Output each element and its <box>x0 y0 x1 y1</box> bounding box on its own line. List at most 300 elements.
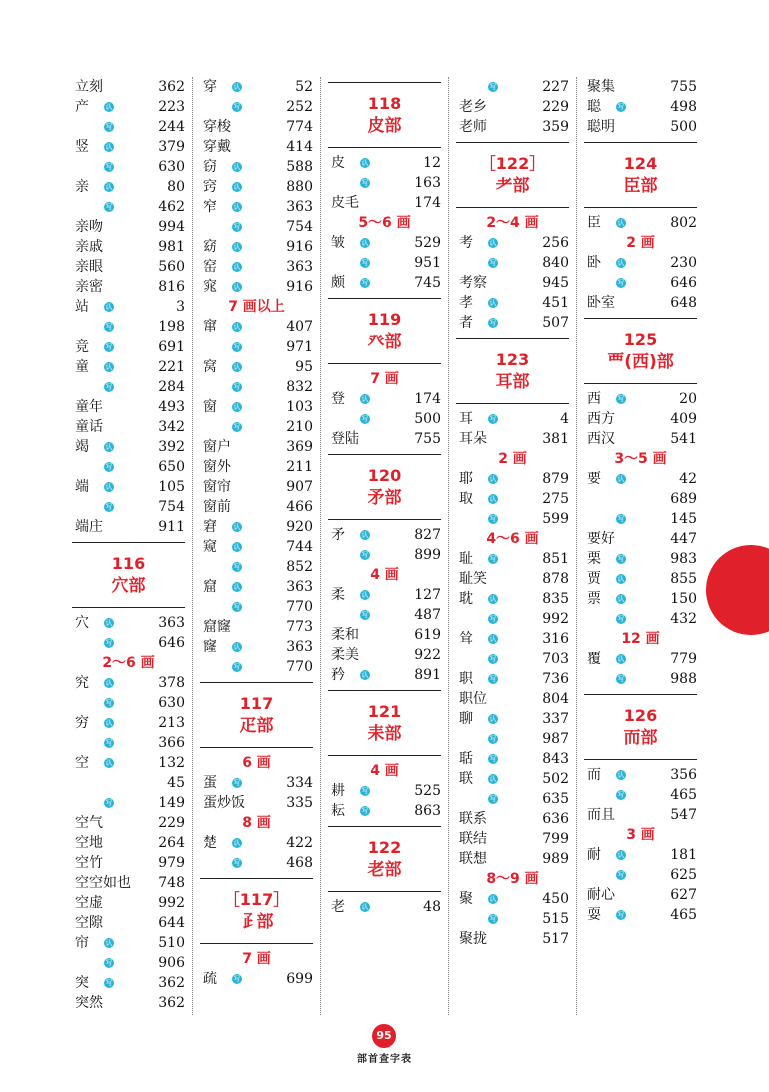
index-entry <box>200 637 313 657</box>
stroke-count-heading: 2 画 <box>498 451 527 467</box>
entry-page-number: 916 <box>286 239 313 255</box>
write-badge-icon: 写 <box>233 563 241 571</box>
recognize-badge-icon: 认 <box>233 163 241 171</box>
entry-page-number: 835 <box>542 591 569 607</box>
entry-word: 站 <box>75 299 89 315</box>
radical-header <box>328 82 441 148</box>
index-entry <box>200 197 313 217</box>
entry-word: 老师 <box>459 119 487 135</box>
entry-page-number: 105 <box>158 479 185 495</box>
entry-page-number: 517 <box>542 931 569 947</box>
radical-number: 116 <box>111 554 146 573</box>
entry-page-number: 3 <box>176 299 185 315</box>
radical-name: 癶部 <box>367 332 402 352</box>
write-badge-icon: 写 <box>489 795 497 803</box>
column-divider <box>192 77 193 1015</box>
write-badge-icon: 写 <box>233 859 241 867</box>
entry-page-number: 588 <box>286 159 313 175</box>
write-badge-icon: 写 <box>105 463 113 471</box>
entry-page-number: 625 <box>670 867 697 883</box>
entry-page-number: 42 <box>679 471 697 487</box>
recognize-badge-icon: 认 <box>489 475 497 483</box>
recognize-badge-icon: 认 <box>361 591 369 599</box>
index-entry <box>200 317 313 337</box>
entry-word: 耽 <box>459 591 473 607</box>
entry-page-number: 450 <box>542 891 569 907</box>
entry-word: 矜 <box>331 667 345 683</box>
recognize-badge-icon: 认 <box>617 595 625 603</box>
recognize-badge-icon: 认 <box>361 903 369 911</box>
entry-word: 联系 <box>459 811 487 827</box>
entry-page-number: 840 <box>542 255 569 271</box>
recognize-badge-icon: 认 <box>233 523 241 531</box>
index-entry <box>328 665 441 685</box>
entry-page-number: 342 <box>158 419 185 435</box>
write-badge-icon: 写 <box>489 655 497 663</box>
index-entry <box>456 809 569 829</box>
entry-page-number: 994 <box>158 219 185 235</box>
index-column-3 <box>328 77 441 917</box>
entry-page-number: 362 <box>158 995 185 1011</box>
index-entry <box>72 693 185 713</box>
recognize-badge-icon: 认 <box>617 851 625 859</box>
index-entry <box>328 389 441 409</box>
recognize-badge-icon: 认 <box>489 895 497 903</box>
write-badge-icon: 写 <box>489 515 497 523</box>
entry-page-number: 264 <box>158 835 185 851</box>
write-badge-icon: 写 <box>105 699 113 707</box>
stroke-count-heading: 4～6 画 <box>486 531 539 547</box>
write-badge-icon: 写 <box>105 503 113 511</box>
stroke-count-heading: 8～9 画 <box>486 871 539 887</box>
entry-page-number: 363 <box>286 259 313 275</box>
index-column-4 <box>456 77 569 949</box>
index-entry <box>72 613 185 633</box>
radical-name: 耒部 <box>367 724 402 744</box>
entry-page-number: 284 <box>158 379 185 395</box>
entry-page-number: 275 <box>542 491 569 507</box>
index-entry <box>456 789 569 809</box>
entry-word: 窗户 <box>203 439 231 455</box>
index-entry <box>584 489 697 509</box>
index-entry <box>200 77 313 97</box>
entry-page-number: 335 <box>286 795 313 811</box>
entry-page-number: 951 <box>414 255 441 271</box>
entry-word: 帘 <box>75 935 89 951</box>
stroke-count-heading: 3 画 <box>626 827 655 843</box>
entry-word: 窘 <box>203 519 217 535</box>
index-entry <box>200 969 313 989</box>
radical-header <box>328 298 441 364</box>
index-entry <box>72 257 185 277</box>
index-entry <box>328 409 441 429</box>
entry-page-number: 80 <box>167 179 185 195</box>
radical-number: 118 <box>367 94 402 113</box>
index-entry <box>328 897 441 917</box>
entry-page-number: 465 <box>670 787 697 803</box>
entry-page-number: 863 <box>414 803 441 819</box>
entry-page-number: 745 <box>414 275 441 291</box>
entry-page-number: 252 <box>286 99 313 115</box>
recognize-badge-icon: 认 <box>233 83 241 91</box>
index-entry <box>456 233 569 253</box>
entry-page-number: 773 <box>286 619 313 635</box>
index-entry <box>584 293 697 313</box>
entry-word: 亲戚 <box>75 239 103 255</box>
write-badge-icon: 写 <box>489 735 497 743</box>
index-entry <box>456 253 569 273</box>
write-badge-icon: 写 <box>617 615 625 623</box>
index-entry <box>72 297 185 317</box>
index-entry <box>200 377 313 397</box>
index-entry <box>72 833 185 853</box>
index-entry <box>584 529 697 549</box>
page-edge-tab <box>706 545 769 635</box>
entry-page-number: 498 <box>670 99 697 115</box>
entry-page-number: 230 <box>670 255 697 271</box>
recognize-badge-icon: 认 <box>233 583 241 591</box>
recognize-badge-icon: 认 <box>489 239 497 247</box>
entry-page-number: 529 <box>414 235 441 251</box>
index-entry <box>456 649 569 669</box>
entry-word: 竞 <box>75 339 89 355</box>
index-entry <box>200 117 313 137</box>
index-entry <box>72 713 185 733</box>
entry-word: 耕 <box>331 783 345 799</box>
recognize-badge-icon: 认 <box>105 619 113 627</box>
index-entry <box>72 773 185 793</box>
write-badge-icon: 写 <box>233 383 241 391</box>
write-badge-icon: 写 <box>233 103 241 111</box>
recognize-badge-icon: 认 <box>105 443 113 451</box>
entry-word: 耘 <box>331 803 345 819</box>
index-entry <box>456 429 569 449</box>
radical-header <box>328 454 441 520</box>
recognize-badge-icon: 认 <box>233 543 241 551</box>
entry-page-number: 627 <box>670 887 697 903</box>
index-entry <box>72 137 185 157</box>
entry-page-number: 356 <box>670 767 697 783</box>
entry-page-number: 451 <box>542 295 569 311</box>
entry-page-number: 635 <box>542 791 569 807</box>
entry-page-number: 52 <box>295 79 313 95</box>
write-badge-icon: 写 <box>361 551 369 559</box>
write-badge-icon: 写 <box>233 779 241 787</box>
entry-word: 者 <box>459 315 473 331</box>
entry-page-number: 689 <box>670 491 697 507</box>
index-entry <box>456 929 569 949</box>
index-entry <box>584 389 697 409</box>
entry-word: 亲密 <box>75 279 103 295</box>
entry-word: 要 <box>587 471 601 487</box>
entry-word: 窗外 <box>203 459 231 475</box>
index-entry <box>584 589 697 609</box>
entry-word: 穷 <box>75 715 89 731</box>
radical-number: 122 <box>367 838 402 857</box>
entry-page-number: 989 <box>542 851 569 867</box>
index-entry <box>200 557 313 577</box>
recognize-badge-icon: 认 <box>105 939 113 947</box>
radical-name: 𤴔部 <box>239 912 274 932</box>
entry-word: 登 <box>331 391 345 407</box>
entry-word: 蛋炒饭 <box>203 795 245 811</box>
recognize-badge-icon: 认 <box>105 679 113 687</box>
entry-page-number: 703 <box>542 651 569 667</box>
stroke-count-heading: 6 画 <box>242 755 271 771</box>
index-entry <box>456 97 569 117</box>
radical-name: 疋部 <box>239 716 274 736</box>
write-badge-icon: 写 <box>617 103 625 111</box>
entry-page-number: 359 <box>542 119 569 135</box>
entry-word: 而 <box>587 767 601 783</box>
entry-word: 票 <box>587 591 601 607</box>
index-entry <box>328 605 441 625</box>
radical-header <box>584 318 697 384</box>
entry-word: 颇 <box>331 275 345 291</box>
index-entry <box>200 137 313 157</box>
entry-word: 耻 <box>459 551 473 567</box>
entry-word: 端 <box>75 479 89 495</box>
index-entry <box>200 437 313 457</box>
entry-page-number: 650 <box>158 459 185 475</box>
index-entry <box>72 733 185 753</box>
entry-page-number: 210 <box>286 419 313 435</box>
entry-page-number: 754 <box>158 499 185 515</box>
entry-page-number: 802 <box>670 215 697 231</box>
entry-page-number: 804 <box>542 691 569 707</box>
entry-page-number: 992 <box>158 895 185 911</box>
recognize-badge-icon: 认 <box>233 839 241 847</box>
write-badge-icon: 写 <box>105 203 113 211</box>
index-entry <box>456 469 569 489</box>
entry-word: 穿戴 <box>203 139 231 155</box>
index-entry <box>584 785 697 805</box>
entry-word: 空气 <box>75 815 103 831</box>
entry-page-number: 363 <box>286 639 313 655</box>
index-entry <box>584 77 697 97</box>
entry-word: 柔 <box>331 587 345 603</box>
write-badge-icon: 写 <box>361 787 369 795</box>
entry-word: 耶 <box>459 471 473 487</box>
entry-page-number: 150 <box>670 591 697 607</box>
index-entry <box>456 729 569 749</box>
entry-page-number: 755 <box>414 431 441 447</box>
entry-page-number: 920 <box>286 519 313 535</box>
entry-page-number: 174 <box>414 391 441 407</box>
index-entry <box>328 173 441 193</box>
entry-page-number: 855 <box>670 571 697 587</box>
entry-page-number: 362 <box>158 79 185 95</box>
entry-word: 皱 <box>331 235 345 251</box>
entry-word: 耐心 <box>587 887 615 903</box>
radical-name: 矛部 <box>367 488 402 508</box>
entry-word: 窗前 <box>203 499 231 515</box>
index-entry <box>328 525 441 545</box>
write-badge-icon: 写 <box>105 739 113 747</box>
index-entry <box>200 457 313 477</box>
index-entry <box>328 429 441 449</box>
index-entry <box>200 337 313 357</box>
radical-header <box>200 682 313 748</box>
write-badge-icon: 写 <box>361 415 369 423</box>
entry-page-number: 227 <box>542 79 569 95</box>
recognize-badge-icon: 认 <box>233 203 241 211</box>
entry-page-number: 447 <box>670 531 697 547</box>
entry-page-number: 181 <box>670 847 697 863</box>
index-entry <box>72 437 185 457</box>
recognize-badge-icon: 认 <box>361 159 369 167</box>
index-entry <box>456 293 569 313</box>
entry-word: 而且 <box>587 807 615 823</box>
stroke-count-heading: 12 画 <box>621 631 660 647</box>
index-entry <box>584 273 697 293</box>
stroke-count-heading: 4 画 <box>370 567 399 583</box>
entry-page-number: 987 <box>542 731 569 747</box>
entry-word: 皮 <box>331 155 345 171</box>
index-entry <box>72 217 185 237</box>
entry-word: 聪明 <box>587 119 615 135</box>
entry-word: 耐 <box>587 847 601 863</box>
index-entry <box>200 417 313 437</box>
index-entry <box>200 177 313 197</box>
entry-page-number: 646 <box>670 275 697 291</box>
entry-word: 立刻 <box>75 79 103 95</box>
entry-page-number: 636 <box>542 811 569 827</box>
index-entry <box>200 517 313 537</box>
entry-page-number: 648 <box>670 295 697 311</box>
entry-page-number: 198 <box>158 319 185 335</box>
radical-number: 123 <box>495 350 530 369</box>
index-entry <box>200 657 313 677</box>
entry-word: 空虚 <box>75 895 103 911</box>
radical-header <box>456 338 569 404</box>
entry-page-number: 945 <box>542 275 569 291</box>
write-badge-icon: 写 <box>361 179 369 187</box>
recognize-badge-icon: 认 <box>489 715 497 723</box>
entry-page-number: 466 <box>286 499 313 515</box>
recognize-badge-icon: 认 <box>233 243 241 251</box>
index-entry <box>456 589 569 609</box>
recognize-badge-icon: 认 <box>361 239 369 247</box>
entry-word: 童年 <box>75 399 103 415</box>
entry-page-number: 525 <box>414 783 441 799</box>
index-entry <box>72 157 185 177</box>
entry-page-number: 560 <box>158 259 185 275</box>
entry-word: 窄 <box>203 199 217 215</box>
entry-page-number: 45 <box>167 775 185 791</box>
write-badge-icon: 写 <box>105 323 113 331</box>
entry-page-number: 755 <box>670 79 697 95</box>
entry-page-number: 644 <box>158 915 185 931</box>
recognize-badge-icon: 认 <box>489 595 497 603</box>
radical-number: 120 <box>367 466 402 485</box>
entry-word: 聊 <box>459 711 473 727</box>
entry-page-number: 541 <box>670 431 697 447</box>
entry-page-number: 223 <box>158 99 185 115</box>
index-entry <box>200 577 313 597</box>
entry-page-number: 547 <box>670 807 697 823</box>
radical-number: 117 <box>239 694 274 713</box>
index-entry <box>72 277 185 297</box>
entry-word: 卧室 <box>587 295 615 311</box>
entry-page-number: 363 <box>286 579 313 595</box>
entry-word: 职 <box>459 671 473 687</box>
write-badge-icon: 写 <box>489 415 497 423</box>
entry-page-number: 500 <box>414 411 441 427</box>
radical-header <box>584 142 697 208</box>
write-badge-icon: 写 <box>233 423 241 431</box>
entry-page-number: 754 <box>286 219 313 235</box>
index-entry <box>72 337 185 357</box>
recognize-badge-icon: 认 <box>617 655 625 663</box>
entry-word: 窜 <box>203 319 217 335</box>
index-entry <box>200 537 313 557</box>
index-entry <box>72 753 185 773</box>
entry-page-number: 462 <box>158 199 185 215</box>
radical-header <box>200 878 313 944</box>
column-divider <box>576 77 577 1015</box>
entry-page-number: 334 <box>286 775 313 791</box>
entry-word: 楚 <box>203 835 217 851</box>
index-entry <box>584 253 697 273</box>
radical-name: 而部 <box>623 728 658 748</box>
index-entry <box>328 801 441 821</box>
entry-word: 聚拢 <box>459 931 487 947</box>
entry-word: 聚 <box>459 891 473 907</box>
radical-name: 老部 <box>367 860 402 880</box>
entry-page-number: 500 <box>670 119 697 135</box>
index-entry <box>456 889 569 909</box>
index-entry <box>584 885 697 905</box>
write-badge-icon: 写 <box>105 979 113 987</box>
entry-word: 联想 <box>459 851 487 867</box>
recognize-badge-icon: 认 <box>105 363 113 371</box>
radical-header <box>328 690 441 756</box>
recognize-badge-icon: 认 <box>489 635 497 643</box>
radical-number: ［117］ <box>223 890 290 909</box>
index-entry <box>456 669 569 689</box>
index-column-2 <box>200 77 313 989</box>
entry-page-number: 20 <box>679 391 697 407</box>
write-badge-icon: 写 <box>361 611 369 619</box>
write-badge-icon: 写 <box>105 959 113 967</box>
radical-number: 124 <box>623 154 658 173</box>
write-badge-icon: 写 <box>489 555 497 563</box>
write-badge-icon: 写 <box>233 223 241 231</box>
radical-number: 126 <box>623 706 658 725</box>
recognize-badge-icon: 认 <box>105 303 113 311</box>
recognize-badge-icon: 认 <box>617 771 625 779</box>
entry-word: 穿 <box>203 79 217 95</box>
write-badge-icon: 写 <box>617 791 625 799</box>
index-entry <box>584 845 697 865</box>
index-entry <box>200 237 313 257</box>
index-entry <box>72 397 185 417</box>
page-number: 95 <box>372 1024 396 1048</box>
entry-page-number: 163 <box>414 175 441 191</box>
entry-page-number: 213 <box>158 715 185 731</box>
index-entry <box>72 853 185 873</box>
index-entry <box>72 357 185 377</box>
index-entry <box>72 673 185 693</box>
index-entry <box>72 793 185 813</box>
entry-page-number: 211 <box>286 459 313 475</box>
entry-page-number: 880 <box>286 179 313 195</box>
recognize-badge-icon: 认 <box>105 759 113 767</box>
index-entry <box>72 933 185 953</box>
index-entry <box>72 457 185 477</box>
entry-word: 亲 <box>75 179 89 195</box>
